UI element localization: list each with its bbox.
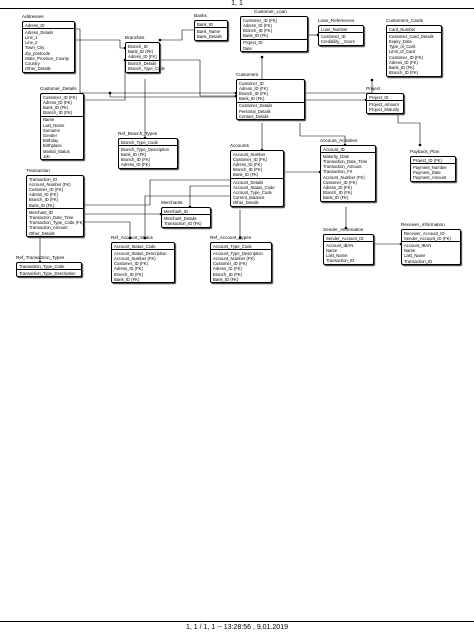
entity-title: Customers_Cards [386,18,424,23]
key-section [195,21,227,28]
attribute: State_Province_County [25,55,69,61]
attribute: Adress_ID (FK) [121,162,150,168]
entity-banks [194,13,228,41]
attribute: Birthplace [43,143,62,149]
entity-title: Customer_Loan [254,9,287,14]
attribute-section [41,117,83,160]
entity-title: Ref_Branch_Types [118,131,158,136]
entity-title: Addresses [22,14,44,19]
key-attribute: Adress_ID (FK) [239,85,268,91]
key-section [27,176,83,209]
attribute-section [17,270,81,276]
key-attribute: Account_ID [323,146,345,152]
entity-title: Banks [194,13,207,18]
attribute: Bank_Name [197,28,221,34]
key-attribute: Project_ID (FK) [413,157,442,163]
attribute-section [27,209,83,236]
attribute: Other_Details [25,66,51,72]
rel-banks-branches [160,30,194,40]
key-attribute: Merchant_ID [164,208,188,214]
attribute-section [387,33,441,76]
key-section [112,243,174,250]
attribute: Bank_ID (FK) [114,276,140,282]
page-footer [0,621,474,633]
attribute: Account_Number (FK) [114,255,156,261]
attribute: Expiry_Date [389,38,412,44]
entity-title: Loan_References [318,18,355,23]
entity-title: Ref_Account_Status [111,235,153,240]
attribute: Transaction_Type_Description [19,270,76,276]
key-section [126,43,159,61]
entity-box [386,25,442,77]
key-attribute: Branch_Type_Code [121,139,159,145]
key-attribute: Receiver_Account_ID [404,230,445,236]
attribute: Branch_Type_Description [121,146,169,152]
attribute: Project_Amount [369,101,399,107]
entity-title: Payback_Plan [410,149,440,154]
attribute: Branch_ID (FK) [323,190,353,196]
key-attribute: Adress_ID [25,22,45,28]
attribute: Current_Balance [233,195,265,201]
attribute: Branch_ID (FK) [114,271,144,277]
key-section [321,146,375,153]
key-attribute: Account_Type_Code [213,243,252,249]
attribute: Other_Details [29,230,55,236]
attribute: Transaction_Amount [29,225,68,231]
entity-payback-plan [410,149,456,182]
key-section [237,80,304,103]
key-attribute: Bank_ID [197,21,214,27]
attribute: Adress_ID (FK) [114,266,143,272]
key-section [211,243,271,250]
rel-branches-customers [160,60,236,96]
attribute-section [237,103,304,120]
entity-customer-details [40,86,84,160]
attribute: Account_Number (FK) [323,174,365,180]
attribute: Bank_ID (FK) [323,195,349,201]
key-attribute: Bank_ID (FK) [233,172,259,178]
attribute: Branch_ID (FK) [389,70,419,76]
entity-loan-references [318,18,364,46]
attribute: Birthday [43,138,59,144]
key-attribute: Adress_ID (FK) [233,161,262,167]
entity-receiver-information [401,222,461,265]
attribute: Adress_ID (FK) [323,184,352,190]
attribute-section [162,215,210,226]
attribute: Account_Type_Description [213,250,263,256]
attribute: Adress_ID (FK) [213,266,242,272]
attribute: Account_Number (FK) [213,255,255,261]
key-attribute: Branch_ID (FK) [43,110,73,116]
attribute: Name [43,117,55,123]
attribute-section [241,40,307,51]
entity-title: Accounts [230,143,249,148]
attribute: Maturity_Date [323,153,350,159]
page-header-label: 1, 1 [231,0,243,7]
attribute: Transaction_Amount [323,164,362,170]
attribute: Customer_ID (FK) [114,261,148,267]
entity-ref-branch-types [118,131,178,169]
key-attribute: Customer_ID (FK) [29,186,63,192]
key-attribute: Branch_ID (FK) [239,90,269,96]
attribute: Branch_Type_Code [128,66,166,72]
attribute: Project_ID [243,40,263,46]
attribute-section [112,250,174,282]
attribute: Customer_ID [321,33,346,39]
entity-box [125,42,166,73]
attribute: Account_Status_Description [114,250,167,256]
entity-title: Sender_Information [323,227,364,232]
entity-box [194,20,228,41]
entity-box [236,79,305,120]
entity-ref-account-types [210,235,272,283]
attribute-section [402,242,460,264]
entity-box [161,207,211,228]
entity-title: Project [366,86,381,91]
attribute: Project_Maturity [369,106,400,112]
key-attribute: Loan_Number [321,26,348,32]
key-attribute: Adress_ID (FK) [243,22,272,28]
entity-box [22,21,75,73]
attribute: Gender [43,132,57,138]
attribute: Branch_ID (FK) [121,157,151,163]
attribute: Transaction_FX [323,169,353,175]
key-section [367,94,403,101]
key-section [387,26,441,33]
entity-box [16,262,82,277]
attribute: Last_Name [43,122,65,128]
attribute: Transaction_ID [404,258,433,264]
entity-title: Ref_Transaction_Types [16,255,65,260]
key-attribute: Branch_ID (FK) [243,27,273,33]
entity-accounts [230,143,284,207]
entity-ref-transaction-types [16,255,82,277]
entity-box [323,234,374,265]
key-attribute: Customer_ID [239,80,264,86]
attribute: Marital_Status [43,148,70,154]
attribute-section [119,146,177,168]
entity-box [401,229,461,265]
attribute: Customer_ID (FK) [213,261,247,267]
key-attribute: Branch_ID [128,43,148,49]
key-section [231,151,283,179]
attribute-section [126,61,166,72]
attribute: Account_Type_Code [233,189,272,195]
entity-project [366,86,404,114]
rel-project-payback-plan [398,113,420,145]
attribute-section [195,28,227,39]
entity-customers [236,72,305,120]
key-attribute: Account_Number (FK) [29,181,71,187]
attribute: Adress_Details [25,29,54,35]
attribute: Last_Name [404,253,426,259]
entity-title: Account_Activities [320,138,358,143]
attribute: Country [25,60,40,66]
entity-branches [125,35,166,73]
rel-customer-details-branches [84,60,125,100]
attribute: Line_1 [25,34,38,40]
key-attribute: Transaction_Type_Code [19,263,65,269]
attribute: Adress_ID (FK) [389,59,418,65]
key-section [17,263,81,270]
attribute: Other_Details [233,200,259,206]
entity-merchants [161,200,211,228]
entity-box [410,156,456,182]
attribute-section [23,29,74,72]
attribute: Name [404,248,416,254]
key-attribute: Sender_Account_ID (FK) [404,235,451,241]
attribute: Zip_postcode [25,50,51,56]
entity-addresses [22,14,75,73]
attribute: Transaction_ID [326,258,355,264]
entity-title: Merchants [161,200,183,205]
attribute-section [367,101,403,112]
key-section [324,235,373,242]
attribute: Merchant_Details [164,215,197,221]
entity-title: Customers [236,72,259,77]
attribute-section [319,33,363,44]
key-attribute: Account_Status_Code [114,243,156,249]
attribute: Last_Name [326,253,348,259]
entity-title: Customer_Details [40,86,77,91]
entity-title: Receiver_Information [401,222,445,227]
key-attribute: Customer_ID (FK) [43,94,77,100]
key-attribute: Adress_ID (FK) [128,53,157,59]
key-section [162,208,210,215]
entity-box [111,242,175,283]
attribute: Surname [43,127,60,133]
attribute: Customer_ID (FK) [389,54,423,60]
key-attribute: Sender_Account_ID [326,235,364,241]
key-section [402,230,460,242]
attribute: Branch_Details [128,61,157,67]
attribute: Customer_ID (FK) [323,179,357,185]
entity-title: Transaction [26,168,50,173]
attribute: Limit_of_Card [389,49,416,55]
key-section [411,157,455,164]
entity-box [240,16,308,52]
key-section [241,17,307,40]
attribute: Transaction_Date_Time [323,158,368,164]
attribute: Merchant_ID [29,209,53,215]
attribute: Bank_ID (FK) [121,151,147,157]
key-attribute: Bank_ID (FK) [128,48,154,54]
key-attribute: Branch_ID (FK) [29,197,59,203]
key-section [119,139,177,146]
attribute-section [324,242,373,264]
attribute: Payment_Amount [413,175,447,181]
key-attribute: Bank_ID (FK) [29,202,55,208]
attribute: Job [43,153,50,159]
attribute: Payment_Number [413,164,447,170]
entity-box [118,138,178,169]
key-attribute: Card_Number [389,26,416,32]
key-attribute: Customer_ID (FK) [233,156,267,162]
entity-box [210,242,272,283]
key-attribute: Adress_ID (FK) [43,99,72,105]
page-footer-status: 1, 1 / 1, 1 -- 13:28:56 , 9.01.2019 [186,624,288,631]
attribute: Customer_Details [239,103,273,109]
attribute: Branch_ID (FK) [213,271,243,277]
key-attribute: Bank_ID (FK) [43,104,69,110]
key-attribute: Project_ID [369,94,389,100]
key-section [319,26,363,33]
attribute: Contact_Details [239,113,269,119]
key-attribute: Branch_ID (FK) [233,167,263,173]
entity-box [40,93,84,160]
attribute: Transaction_Type_Code (FK) [29,220,84,226]
attribute-section [411,164,455,181]
rel-addresses-branches [75,40,125,48]
attribute: Transaction_Date_Time [29,214,74,220]
entity-title: Branches [125,35,145,40]
attribute: Transaction_ID (FK) [164,220,202,226]
key-attribute: Bank_ID (FK) [243,33,269,39]
rel-accounts-merchants [190,186,230,207]
entity-customer-loan [240,9,308,52]
attribute: Bank_Details [197,33,222,39]
attribute: Payment_Date [413,169,441,175]
rel-customers-customers-cards [305,80,372,93]
attribute: Credibility__Score [321,38,355,44]
key-section [41,94,83,117]
key-attribute: Transaction_ID [29,176,58,182]
entity-ref-account-status [111,235,175,283]
entity-sender-information [323,227,374,265]
key-attribute: Account_Number [233,151,266,157]
key-attribute: Adress_ID (FK) [29,192,58,198]
attribute: Type_of_Card [389,44,416,50]
attribute: Bank_ID (FK) [389,64,415,70]
entity-box [26,175,84,237]
attribute-section [211,250,271,282]
attribute: Date [243,45,252,51]
key-section [23,22,74,29]
entity-customers-cards [386,18,442,77]
rel-customers-customer-details [110,93,236,97]
attribute: Name [326,247,338,253]
entity-box [320,145,376,202]
attribute-section [321,153,375,201]
entity-account-activities [320,138,376,202]
key-attribute: Bank_ID (FK) [239,96,265,102]
entity-box [230,150,284,207]
entity-box [318,25,364,46]
entity-box [366,93,404,114]
entity-title: Ref_Account_Types [210,235,252,240]
attribute: Customer_Card_Details [389,33,434,39]
attribute: Bank_ID (FK) [213,276,239,282]
attribute-section [231,179,283,206]
key-attribute: Customer_ID (FK) [243,17,277,23]
entity-transaction [26,168,84,237]
attribute: Account_IBAN [404,242,432,248]
rel-accounts-transaction [84,180,230,205]
attribute: Account_Status_Code [233,184,275,190]
attribute: Account_Details [233,179,264,185]
attribute: Account_IBAN [326,242,354,248]
attribute: Town_City [25,45,45,51]
attribute: Line_2 [25,40,38,46]
attribute: Personal_Details [239,108,271,114]
